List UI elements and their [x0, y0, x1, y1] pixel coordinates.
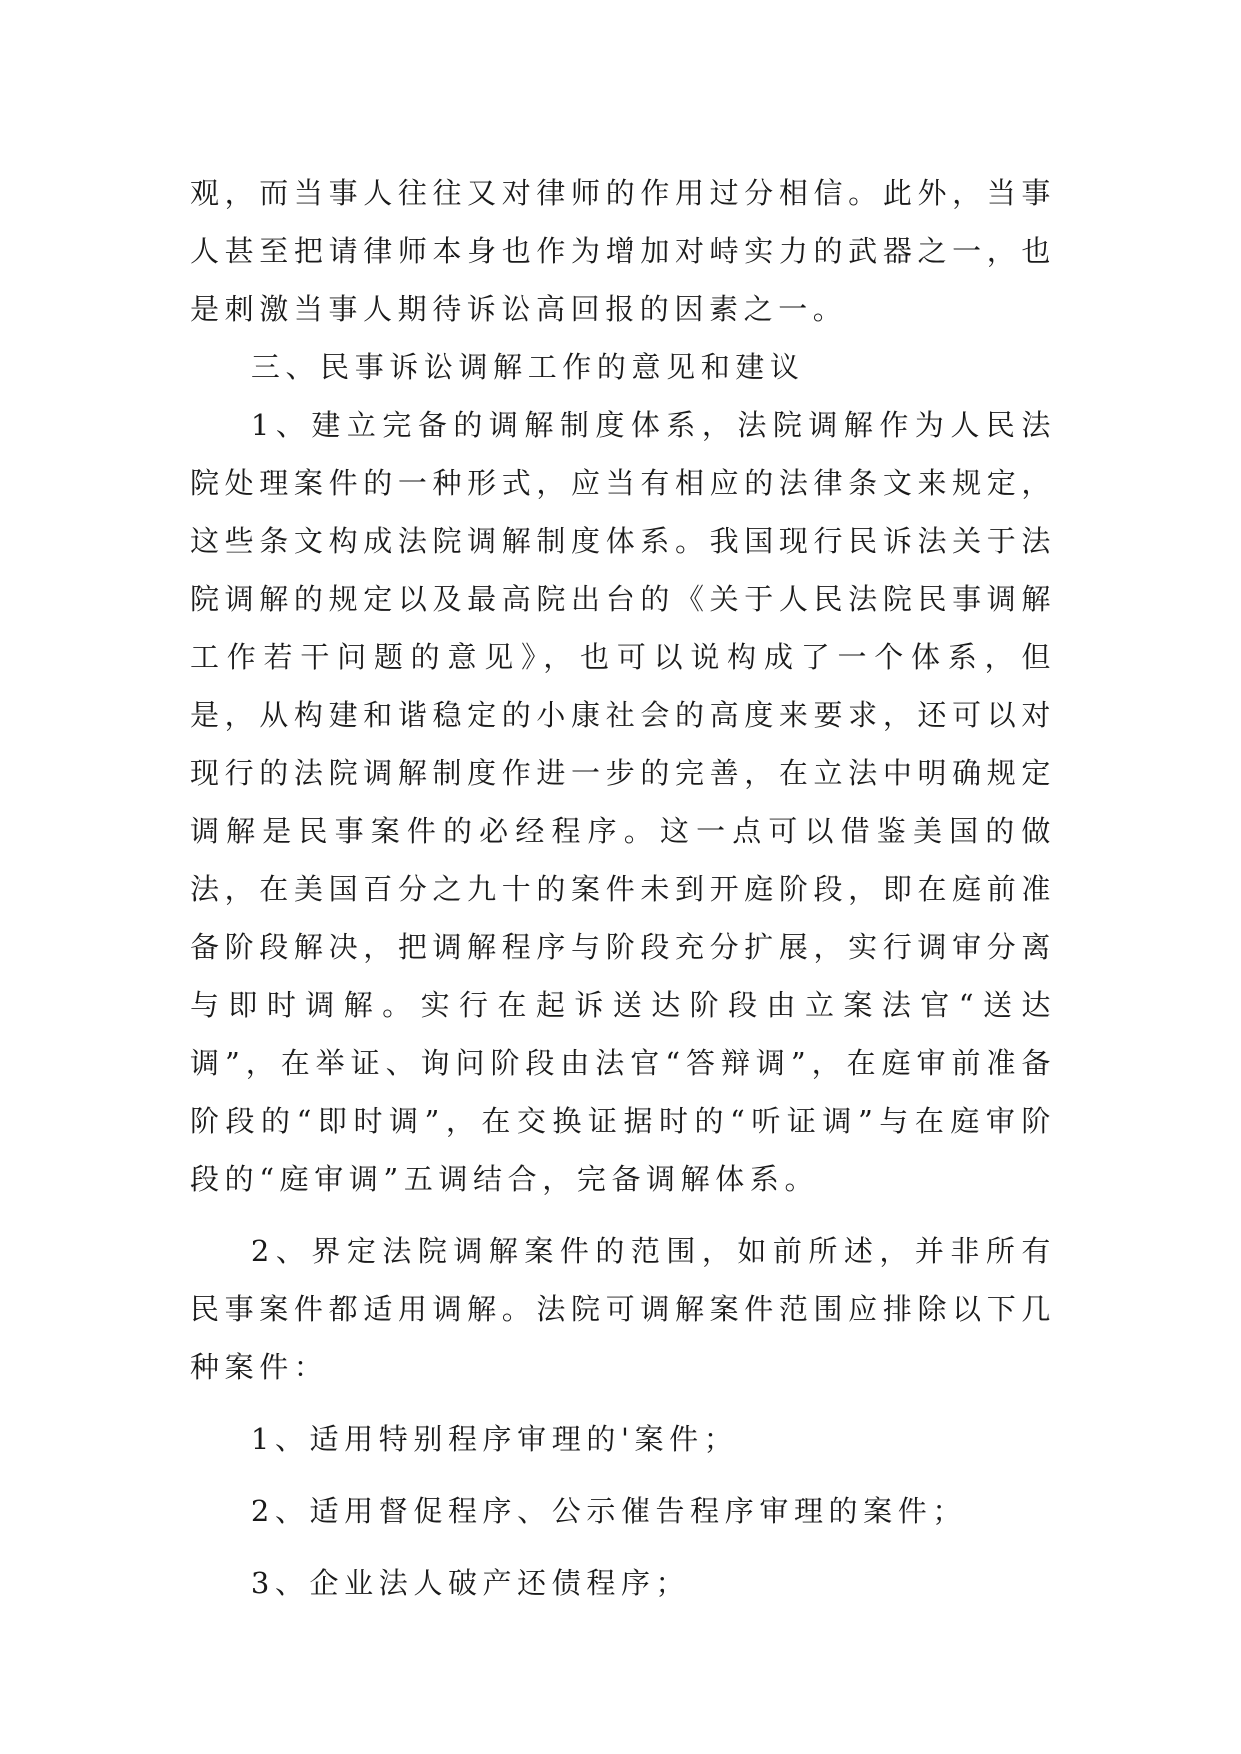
list-item-2: 2、适用督促程序、公示催告程序审理的案件；	[250, 1494, 967, 1528]
document-body	[190, 164, 1056, 1612]
paragraph-point-2: 2、界定法院调解案件的范围，如前所述，并非所有民事案件都适用调解。法院可调解案件范围应排除以下几种案件：	[190, 1234, 1056, 1384]
list-item-1: 1、适用特别程序审理的'案件；	[250, 1422, 739, 1456]
section-heading: 三、民事诉讼调解工作的意见和建议	[250, 350, 805, 384]
list-item-3: 3、企业法人破产还债程序；	[250, 1566, 691, 1600]
paragraph-continuation: 观，而当事人往往又对律师的作用过分相信。此外，当事人甚至把请律师本身也作为增加对峙实力的武器之一，也是刺激当事人期待诉讼高回报的因素之一。	[190, 176, 1056, 326]
paragraph-point-1: 1、建立完备的调解制度体系，法院调解作为人民法院处理案件的一种形式，应当有相应的法律条文来规定，这些条文构成法院调解制度体系。我国现行民诉法关于法院调解的规定以及最高院出台的《关于人民法院民事调解工作若干问题的意见》，也可以说构成了一个体系，但是，从构建和谐稳定的小康社会的高度来要求，还可以对现行的法院调解制度作进一步的完善，在立法中明确规定调解是民事案件的必经程序。这一点可以借鉴美国的做法，在美国百分之九十的案件未到开庭阶段，即在庭前准备阶段解决，把调解程序与阶段充分扩展，实行调审分离与即时调解。实行在起诉送达阶段由立案法官“送达调”，在举证、询问阶段由法官“答辩调”，在庭审前准备阶段的“即时调”，在交换证据时的“听证调”与在庭审阶段的“庭审调”五调结合，完备调解体系。	[190, 408, 1056, 1196]
